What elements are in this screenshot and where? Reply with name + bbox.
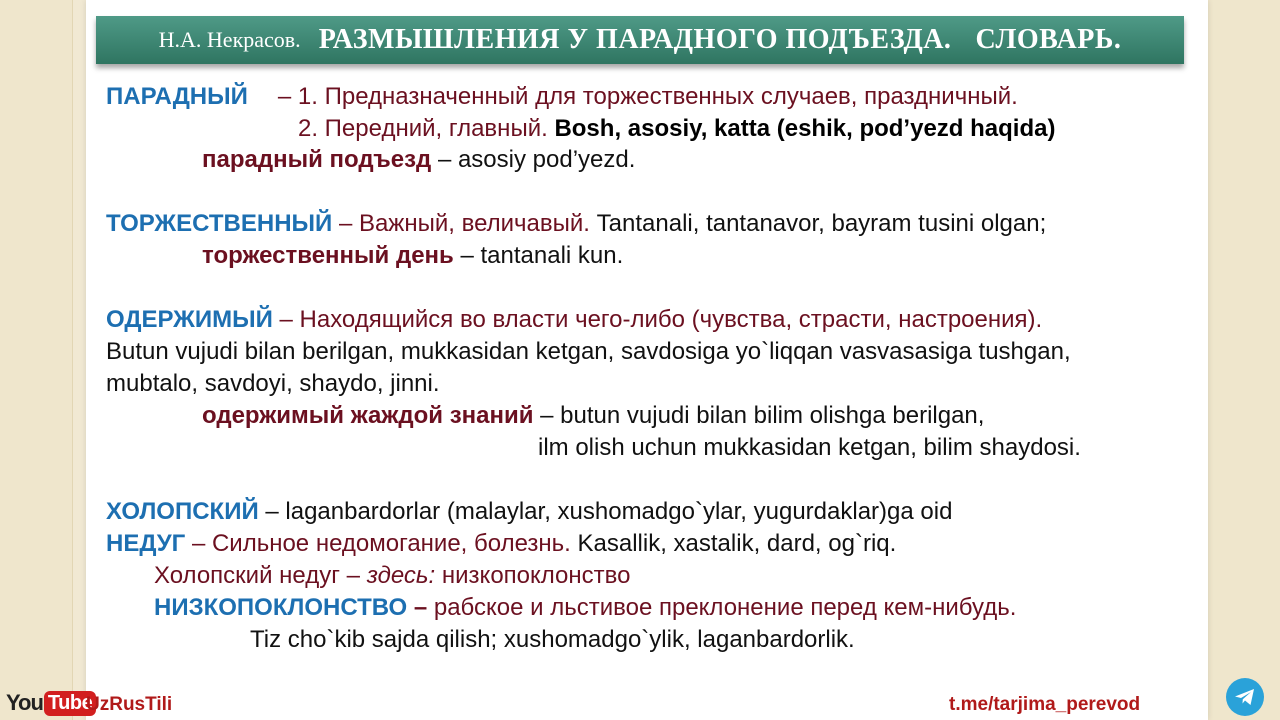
entry-torzh-line1 [106,209,1046,239]
entry-nedug [106,529,896,559]
oderzh-example-phrase: одержимый жаждой знаний [202,402,534,429]
author-name: Н.А. Некрасов. [158,27,301,52]
torzh-example-phrase: торжественный день [202,242,454,269]
kholop-nedug-meaning: низкопоклонство [441,562,631,589]
telegram-icon[interactable] [1226,678,1264,716]
telegram-plane-icon [1233,685,1257,709]
channel-name[interactable]: UzRusTili [86,694,173,715]
torzh-example-translation: – tantanali kun. [460,242,624,269]
entry-kholop [106,497,952,527]
right-margin-band [1207,0,1280,720]
term-paradny: ПАРАДНЫЙ [106,83,248,110]
entry-torzh-example [202,241,623,271]
left-margin-band [0,0,73,720]
telegram-link[interactable]: t.me/tarjima_perevod [949,694,1141,715]
oderzh-example-translation1: – butun vujudi bilan bilim olishga berilgan, [540,402,985,429]
paradny-def2-uz: Bosh, asosiy, katta (eshik, pod’yezd haqida) [554,115,1056,142]
entry-nizko [154,593,1016,623]
term-torzh: ТОРЖЕСТВЕННЫЙ [106,210,333,237]
paradny-def2-ru: 2. Передний, главный. [298,115,548,142]
paradny-example-translation: – asosiy pod’yezd. [437,146,636,173]
entry-paradny-line2 [298,114,1055,144]
paradny-def1: – 1. Предназначенный для торжественных случаев, праздничный. [277,83,1018,110]
entry-paradny-line1 [106,82,1018,112]
torzh-def-ru: – Важный, величавый. [338,210,590,237]
nedug-def-uz: Kasallik, xastalik, dard, og`riq. [577,530,897,557]
entry-kholop-nedug [154,561,630,591]
term-kholop: ХОЛОПСКИЙ [106,498,259,525]
oderzh-def-uz1: Butun vujudi bilan berilgan, mukkasidan ketgan, savdosiga yo`liqqan vasvasasiga tushgan, [106,338,1071,365]
page-title: РАЗМЫШЛЕНИЯ У ПАРАДНОГО ПОДЪЕЗДА. [318,24,952,55]
nizko-def-uz: Tiz cho`kib sajda qilish; xushomadgo`ylik, laganbardorlik. [250,626,855,653]
nizko-def-ru: рабское и льстивое преклонение перед кем-нибудь. [433,594,1017,621]
oderzh-def-uz2: mubtalo, savdoyi, shaydo, jinni. [106,370,440,397]
youtube-logo-you: You [6,690,43,715]
page-subtitle: СЛОВАРЬ. [975,24,1122,55]
entry-oderzh-example [202,401,984,431]
title-banner [96,16,1184,64]
oderzh-example-translation2: ilm olish uchun mukkasidan ketgan, bilim shaydosi. [538,434,1081,461]
paradny-example-phrase: парадный подъезд [202,146,432,173]
nedug-def-ru: – Сильное недомогание, болезнь. [191,530,571,557]
term-nizko: НИЗКОПОКЛОНСТВО [154,594,408,621]
nizko-dash: – [413,594,428,621]
entry-oderzh-line1 [106,305,1042,335]
term-nedug: НЕДУГ [106,530,186,557]
kholop-nedug-phrase: Холопский недуг – [154,562,361,589]
youtube-logo[interactable] [6,688,96,718]
oderzh-def-ru: – Находящийся во власти чего-либо (чувства, страсти, настроения). [279,306,1043,333]
youtube-logo-tube: Tube [44,691,96,716]
kholop-def: – laganbardorlar (malaylar, xushomadgo`ylar, yugurdaklar)ga oid [265,498,953,525]
kholop-nedug-here: здесь: [366,562,436,589]
entry-paradny-example [202,145,635,175]
torzh-def-uz: Tantanali, tantanavor, bayram tusini olgan; [596,210,1047,237]
term-oderzh: ОДЕРЖИМЫЙ [106,306,273,333]
